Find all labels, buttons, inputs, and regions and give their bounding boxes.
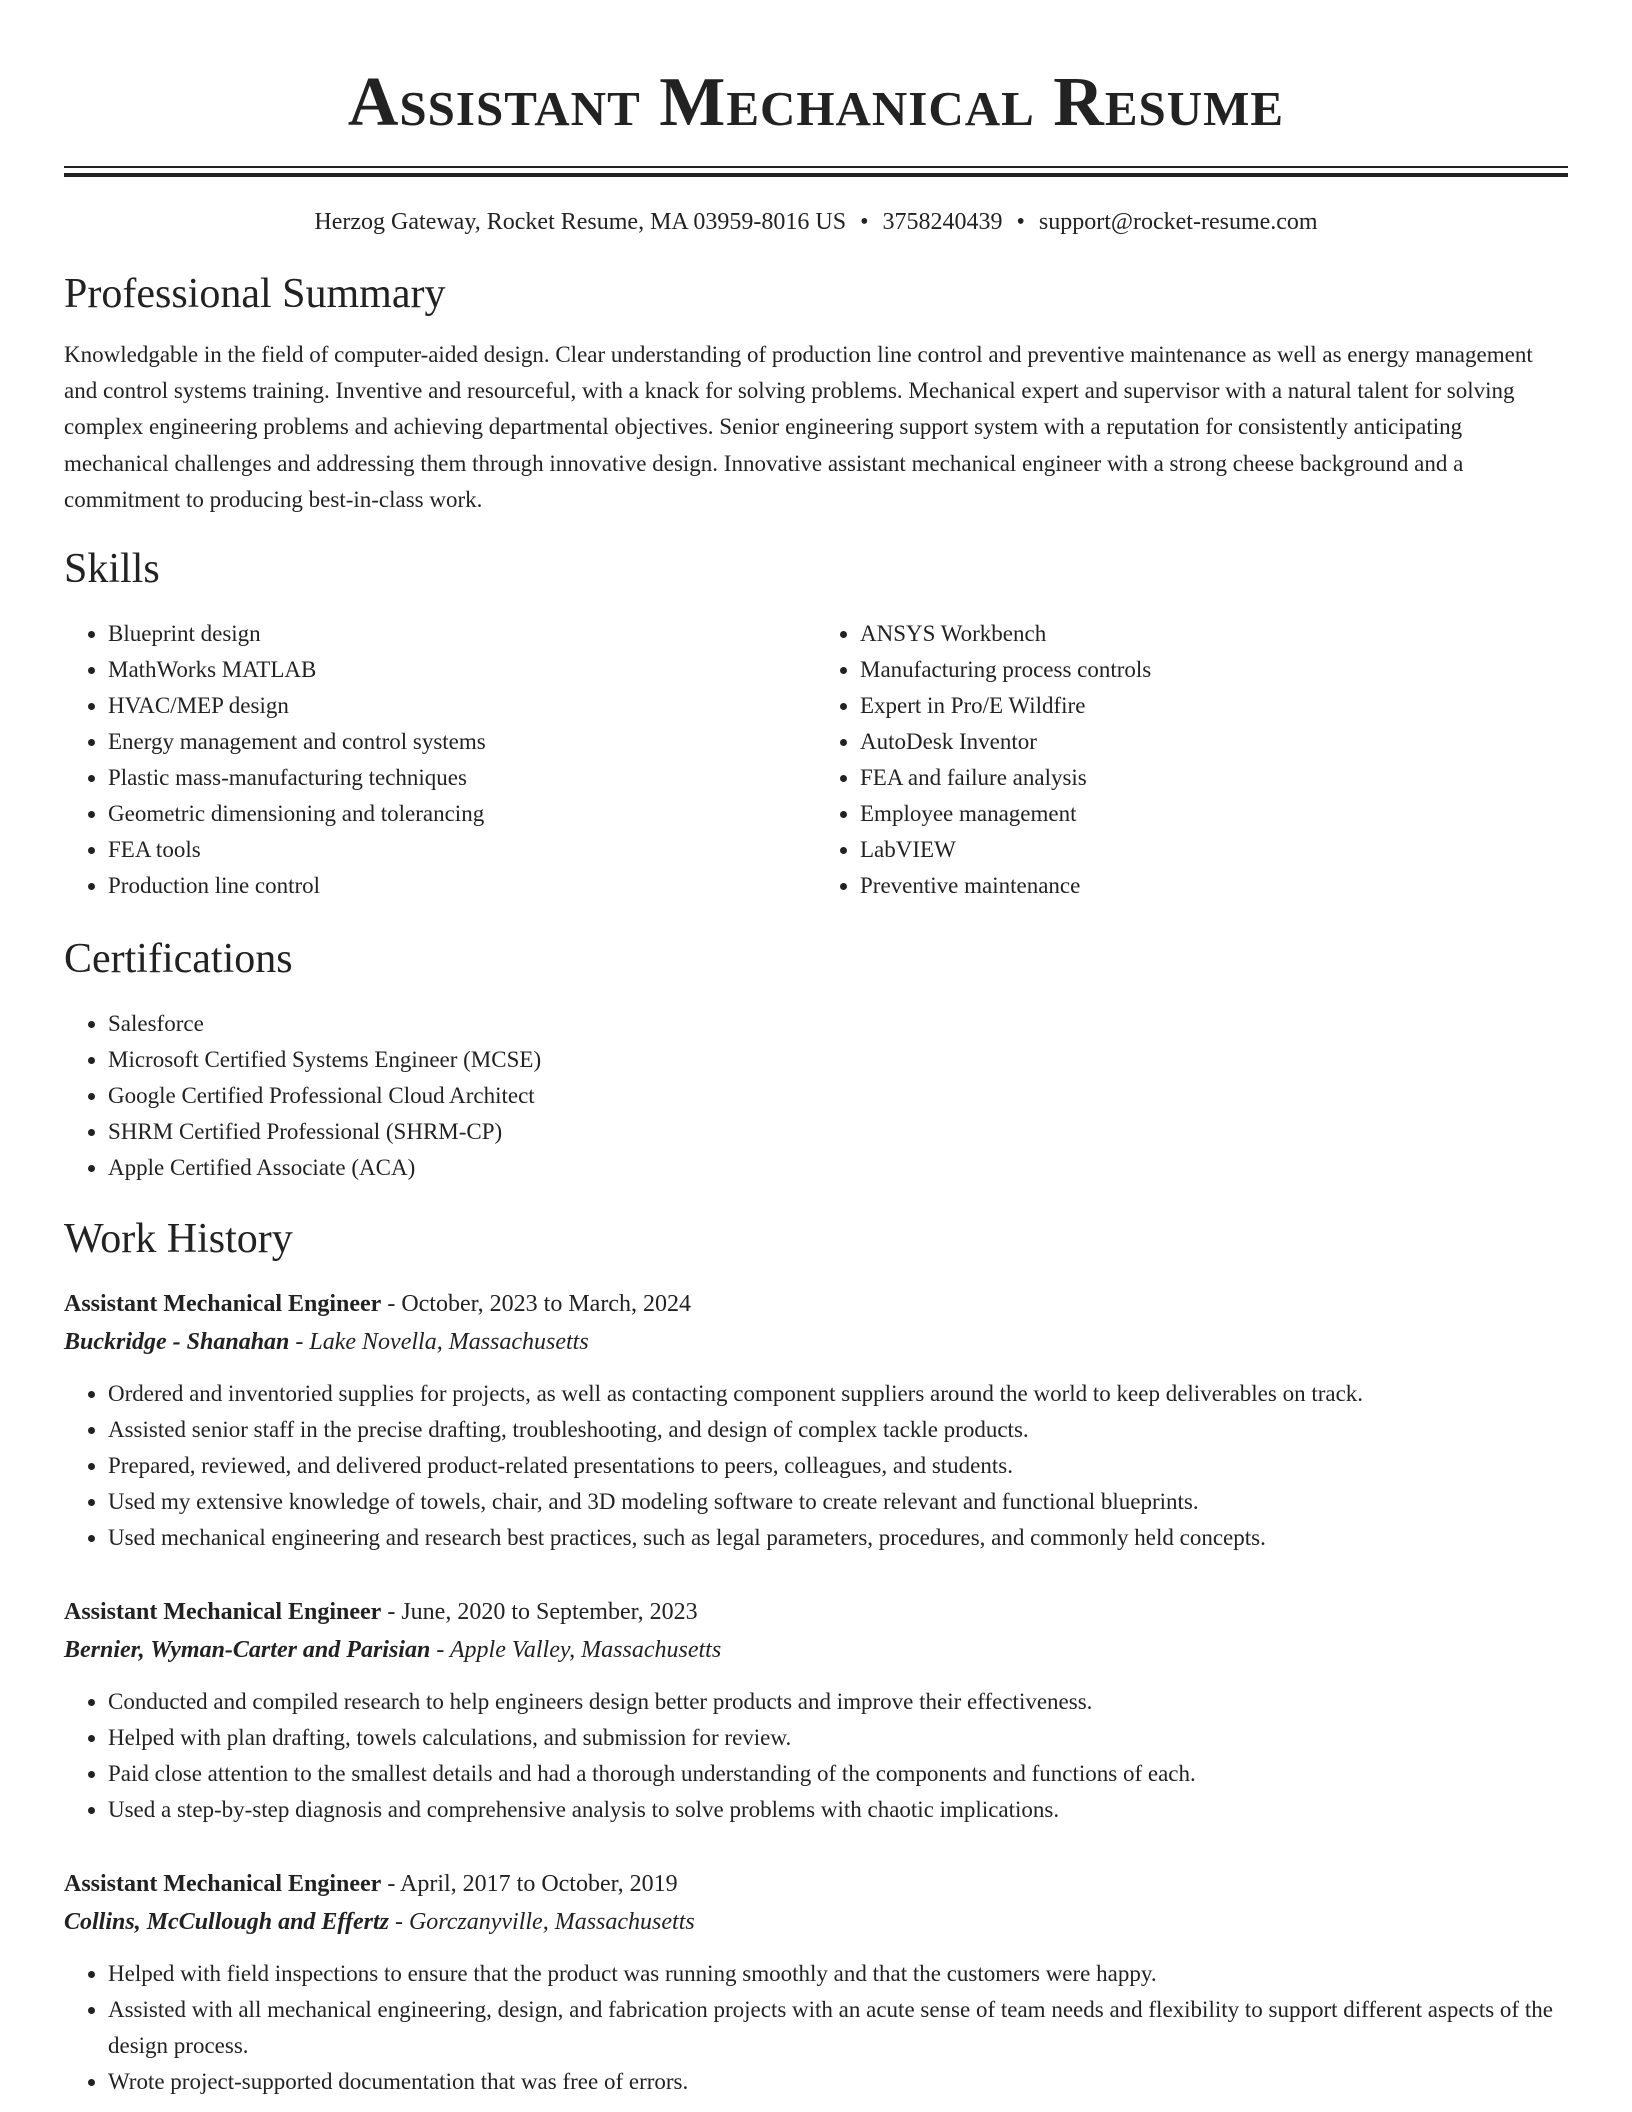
skill-item: • FEA and failure analysis: [860, 760, 1568, 796]
skill-item: • Production line control: [108, 868, 816, 904]
skill-item: • Blueprint design: [108, 616, 816, 652]
job-bullets: [64, 1956, 1568, 2100]
job-bullet: • Conducted and compiled research to help engineers design better products and improve their effectiveness.: [108, 1684, 1568, 1720]
job-company-line: [64, 1902, 1568, 1942]
job-company: Buckridge - Shanahan: [64, 1329, 290, 1356]
job-bullet: • Helped with field inspections to ensure that the product was running smoothly and that the customers were happy.: [108, 1956, 1568, 1992]
skill-item: • ANSYS Workbench: [860, 616, 1568, 652]
job-location: - Gorczanyville, Massachusetts: [394, 1909, 695, 1936]
job-location: - Lake Novella, Massachusetts: [295, 1329, 589, 1356]
skill-item: • Expert in Pro/E Wildfire: [860, 688, 1568, 724]
certifications-heading: Certifications: [64, 936, 293, 983]
skills-heading: Skills: [64, 546, 160, 593]
job-bullet: • Used my extensive knowledge of towels, chair, and 3D modeling software to create relevant and functional blueprints.: [108, 1484, 1568, 1520]
resume-title: Assistant Mechanical Resume: [347, 64, 1285, 141]
job-bullet: • Wrote project-supported documentation that was free of errors.: [108, 2064, 1568, 2100]
job-header: [64, 1594, 1568, 1630]
job-bullets: [64, 1376, 1568, 1556]
summary-section: [64, 267, 1568, 518]
contact-phone: 3758240439: [882, 209, 1003, 235]
title-divider: [64, 166, 1568, 177]
skill-item: • Preventive maintenance: [860, 868, 1568, 904]
job-entry: [64, 1286, 1568, 1556]
work-history-section: [64, 1212, 1568, 2100]
job-dates: - April, 2017 to October, 2019: [387, 1871, 678, 1898]
certification-item: • Google Certified Professional Cloud Architect: [108, 1078, 1568, 1114]
skill-item: • Energy management and control systems: [108, 724, 816, 760]
job-title: Assistant Mechanical Engineer: [64, 1291, 382, 1318]
skill-item: • Plastic mass-manufacturing techniques: [108, 760, 816, 796]
job-bullet: • Ordered and inventoried supplies for projects, as well as contacting component suppliers around the world to keep deliverables on track.: [108, 1376, 1568, 1412]
resume-page: [64, 0, 1568, 2100]
skills-columns: [64, 616, 1568, 904]
contact-separator: •: [1016, 209, 1025, 235]
job-dates: - October, 2023 to March, 2024: [387, 1291, 691, 1318]
skills-section: [64, 542, 1568, 904]
job-header: [64, 1286, 1568, 1322]
job-header: [64, 1866, 1568, 1902]
job-bullet: • Used mechanical engineering and research best practices, such as legal parameters, procedures, and commonly held concepts.: [108, 1520, 1568, 1556]
skill-item: • MathWorks MATLAB: [108, 652, 816, 688]
summary-heading: Professional Summary: [64, 271, 446, 317]
job-bullets: [64, 1684, 1568, 1828]
skill-item: • LabVIEW: [860, 832, 1568, 868]
job-entry: [64, 1594, 1568, 1828]
job-entry: [64, 1866, 1568, 2100]
job-company: Collins, McCullough and Effertz: [64, 1909, 389, 1936]
certification-item: • Apple Certified Associate (ACA): [108, 1150, 1568, 1186]
skill-item: • Manufacturing process controls: [860, 652, 1568, 688]
skill-item: • FEA tools: [108, 832, 816, 868]
skills-list-left: [64, 616, 816, 904]
certification-item: • Salesforce: [108, 1006, 1568, 1042]
contact-email: support@rocket-resume.com: [1038, 209, 1318, 235]
job-bullet: • Prepared, reviewed, and delivered product-related presentations to peers, colleagues, and students.: [108, 1448, 1568, 1484]
certification-item: • Microsoft Certified Systems Engineer (MCSE): [108, 1042, 1568, 1078]
skill-item: • Geometric dimensioning and tolerancing: [108, 796, 816, 832]
contact-line: [64, 205, 1568, 239]
job-company-line: [64, 1630, 1568, 1670]
job-title: Assistant Mechanical Engineer: [64, 1871, 382, 1898]
work-history-heading: Work History: [64, 1216, 293, 1263]
certification-item: • SHRM Certified Professional (SHRM-CP): [108, 1114, 1568, 1150]
job-bullet: • Used a step-by-step diagnosis and comprehensive analysis to solve problems with chaotic implications.: [108, 1792, 1568, 1828]
job-bullet: • Assisted with all mechanical engineering, design, and fabrication projects with an acute sense of team needs and flexibility to support different aspects of the design process.: [108, 1992, 1568, 2064]
job-bullet: • Helped with plan drafting, towels calculations, and submission for review.: [108, 1720, 1568, 1756]
job-title: Assistant Mechanical Engineer: [64, 1599, 382, 1626]
contact-address: Herzog Gateway, Rocket Resume, MA 03959-8016 US: [314, 209, 847, 235]
certifications-section: [64, 932, 1568, 1186]
job-location: - Apple Valley, Massachusetts: [436, 1637, 722, 1664]
skill-item: • HVAC/MEP design: [108, 688, 816, 724]
job-bullet: • Assisted senior staff in the precise drafting, troubleshooting, and design of complex tackle products.: [108, 1412, 1568, 1448]
skills-list-right: [816, 616, 1568, 904]
summary-text: Knowledgable in the field of computer-aided design. Clear understanding of production line control and preventive maintenance as well as energy management and control systems training. Inventive and resourceful, with a knack for solving problems. Mechanical expert and supervisor with a natural talent for solving complex engineering problems and achieving departmental objectives. Senior engineering support system with a reputation for consistently anticipating mechanical challenges and addressing them through innovative design. Innovative assistant mechanical engineer with a strong cheese background and a commitment to producing best-in-class work.: [64, 342, 1533, 512]
contact-separator: •: [860, 209, 869, 235]
job-bullet: • Paid close attention to the smallest details and had a thorough understanding of the components and functions of each.: [108, 1756, 1568, 1792]
certifications-list: [64, 1006, 1568, 1186]
skill-item: • Employee management: [860, 796, 1568, 832]
skill-item: • AutoDesk Inventor: [860, 724, 1568, 760]
job-company: Bernier, Wyman-Carter and Parisian: [64, 1637, 431, 1664]
job-company-line: [64, 1322, 1568, 1362]
job-dates: - June, 2020 to September, 2023: [387, 1599, 698, 1626]
